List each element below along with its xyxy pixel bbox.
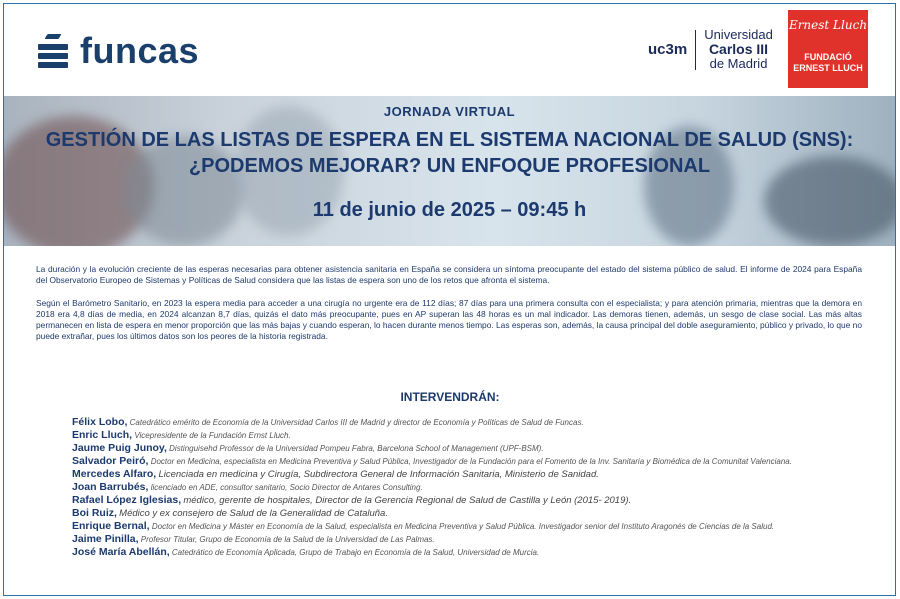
intro-paragraph: La duración y la evolución creciente de las esperas necesarias para obtener asistencia sanitaria en España se considera un síntoma preocupante del estado del sistema público de salud. El informe de 2024 para España del Observatorio Europeo de Sistemas y Políticas de Salud considera que las listas de espera son uno de los retos que afronta el sistema. [36,264,862,285]
speaker-item [72,416,832,429]
fel-line2: ERNEST LLUCH [793,63,863,73]
speaker-name: Boi Ruiz, [72,507,117,519]
speakers-list [72,416,832,559]
fel-signature: Ernest Lluch [788,18,868,32]
speaker-name: Enric Lluch, [72,429,133,441]
speaker-description: Vicepresidente de la Fundación Ernst Lluch. [134,431,291,440]
uc3m-separator [695,30,696,70]
speaker-description: médico, gerente de hospitales, Director de la Gerencia Regional de Salud de Castilla y León (2015- 2019). [183,495,632,506]
fel-line1: FUNDACIÓ [804,52,852,62]
speakers-heading: INTERVENDRÁN: [400,390,500,404]
speaker-item [72,533,832,546]
funcas-wordmark: funcas [80,30,200,71]
speaker-description: licenciado en ADE, consultor sanitario, Socio Director de Antares Consulting. [150,483,423,492]
fel-name [788,52,868,74]
speaker-name: Enrique Bernal, [72,520,150,532]
speaker-name: Félix Lobo, [72,416,128,428]
speaker-item [72,429,832,442]
speaker-item [72,520,832,533]
funcas-logo [38,30,199,72]
speaker-name: José María Abellán, [72,546,170,558]
speaker-item [72,468,832,481]
event-date: 11 de junio de 2025 – 09:45 h [312,199,587,221]
uc3m-line2: Carlos III [708,41,769,57]
speaker-description: Catedrático emérito de Economía de la Universidad Carlos III de Madrid y director de Economía y Políticas de Salud de Funcas. [129,418,584,427]
speaker-name: Rafael López Iglesias, [72,494,182,506]
event-type: JORNADA VIRTUAL [383,104,516,119]
funcas-mark-icon [38,34,68,68]
uc3m-short: uc3m [648,41,688,58]
speaker-description: Catedrático de Economía Aplicada, Grupo de Trabajo en Economía de la Salud, Universidad de Murcia. [171,548,540,557]
speaker-name: Jaume Puig Junoy, [72,442,167,454]
speaker-description: Médico y ex consejero de Salud de la Generalidad de Cataluña. [119,508,388,519]
speaker-name: Mercedes Alfaro, [72,468,157,480]
speaker-item [72,442,832,455]
fundacio-ernest-lluch-logo [788,10,868,88]
speaker-item [72,494,832,507]
speaker-item [72,481,832,494]
speaker-description: Profesor Titular, Grupo de Economía de la Salud de la Universidad de Las Palmas. [140,535,435,544]
speaker-name: Jaime Pinilla, [72,533,139,545]
speaker-name: Joan Barrubés, [72,481,149,493]
uc3m-line3: de Madrid [709,56,768,71]
uc3m-logo [648,28,773,71]
speaker-description: Distinguisehd Professor de la Universidad Pompeu Fabra, Barcelona School of Management (UPF-BSM). [169,444,544,453]
event-title [4,127,895,179]
event-banner [4,96,895,246]
title-line1: GESTIÓN DE LAS LISTAS DE ESPERA EN EL SISTEMA NACIONAL DE SALUD (SNS): [45,129,854,151]
speaker-item [72,455,832,468]
uc3m-line1: Universidad [704,27,773,42]
speaker-item [72,546,832,559]
speaker-item [72,507,832,520]
details-paragraph: Según el Barómetro Sanitario, en 2023 la espera media para acceder a una cirugía no urgente era de 112 días; 87 días para una primera consulta con el especialista; y para atención primaria, mientras que la demora en 2018 era 4,8 días de media, en 2024 alcanzan 8,7 días, quizás el dato más preocupante, pues en AP superan las 48 horas es un mal indicador. Las demoras tienen, además, un sesgo de clase social. Las más altas permanecen en lista de espera en menor proporción que las más bajas y cuando esperan, lo hacen durante menos tiempo. Las esperas son, además, la causa principal del doble aseguramiento, público y privado, lo que no puede extrañar, pues los últimos datos son los peores de la historia registrada. [36,298,862,341]
speaker-description: Doctor en Medicina, especialista en Medicina Preventiva y Salud Pública, Investigador de la Fundación para el Fomento de la Inv. Sanitaria y Biomédica de la Comunitat Valenciana. [150,457,792,466]
speaker-name: Salvador Peiró, [72,455,149,467]
speaker-description: Licenciada en medicina y Cirugía, Subdirectora General de Información Sanitaria, Ministerio de Sanidad. [158,469,599,480]
speaker-description: Doctor en Medicina y Máster en Economía de la Salud, especialista en Medicina Preventiva y Salud Pública. Investigador senior del Instituto Aragonés de Ciencias de la Salud. [151,522,775,531]
title-line2: ¿PODEMOS MEJORAR? UN ENFOQUE PROFESIONAL [188,155,711,177]
uc3m-fullname [704,28,773,71]
